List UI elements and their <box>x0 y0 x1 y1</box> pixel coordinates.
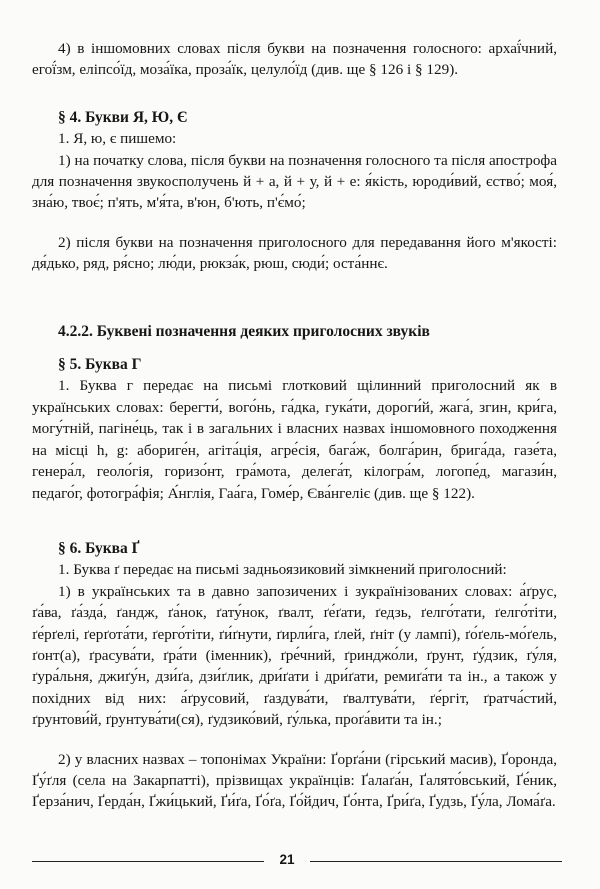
section-6-item-2: 2) у власних назвах – топонімах України: Ґорґа́ни (гірський масив), Ґоронда, Ґу́ґля (села на Закарпатті), прізвищах українців: Ґалаґа́н, Ґалято́вський, Ґе́ник, Ґерза́нич, Ґерда́н, Ґжи́цький, Ґи́ґа, Ґо́ґа, Ґо́йдич, Ґо́нта, Ґри́ґа, Ґудзь, Ґу́ла, Лома́ґа. <box>32 750 557 811</box>
footer-rule-right <box>310 861 562 862</box>
section-heading-5: § 5. Буква Г <box>58 356 142 374</box>
section-6-item-1: 1) в українських та в давно запозичених і зукраїнізованих словах: а́ґрус, ґа́ва, ґа́зда́, ґандж, ґа́нок, ґату́нок, ґвалт, ґе́ґати, ґедзь, ґелго́тати, ґелго́тіти, ґе́рґелі, ґерґота́ти, ґерго́тіти, ґи́ґнути, ґирли́га, ґлей, ґніт (у лампі), ґо́ґель-мо́ґель, ґонт(а), ґрасува́ти, ґра́ти (іменник), ґре́чний, ґринджо́ли, ґрунт, ґу́дзик, ґу́ля, ґура́льня, джиґу́н, дзи́ґа, дзи́ґлик, дри́ґати і дри́ґати, ремиґа́ти та ін., а також у похідних від них: а́ґрусовий, ґаздува́ти, ґвалтува́ти, ґе́ргіт, ґратча́стий, ґрунтови́й, ґрунтува́ти(ся), ґудзико́вий, ґу́лька, проґа́вити та ін.; <box>32 582 557 729</box>
section-4-item-1: 1) на початку слова, після букви на позначення голосного та після апострофа для позначення звукосполучень й + а, й + у, й + е: я́кість, юроди́вий, єство́; моя́, зна́ю, твоє́; п'ять, м'я́та, в'юн, б'ють, п'є́мо́; <box>32 151 557 212</box>
paragraph-loanwords: 4) в іншомовних словах після букви на позначення голосного: архаї́чний, егої́зм, еліпсо́їд, моза́їка, проза́їк, целуло́їд (див. ще § 126 і § 129). <box>32 40 557 79</box>
page-content <box>32 38 557 813</box>
section-5-text: 1. Буква г передає на письмі глотковий щілинний приголосний як в українських словах: берегти́, вого́нь, га́дка, гука́ти, дороги́й, жага́, згин, кри́га, могу́тній, пагіне́ць, так і в загальних і власних назвах іншомовного походження на місці h, g: абориге́н, агіта́ція, агре́сія, бага́ж, болга́рин, брига́да, газе́та, генера́л, геоло́гія, горизо́нт, гра́мота, делега́т, кілогра́м, логопе́д, магази́н, педаго́г, фотогра́фія; А́нглія, Гаа́га, Гоме́р, Єва́нгеліє (див. ще § 122). <box>32 377 557 502</box>
footer-rule-left <box>32 861 264 862</box>
subsection-heading: 4.2.2. Буквені позначення деяких приголосних звуків <box>58 322 430 340</box>
section-heading-4: § 4. Букви Я, Ю, Є <box>58 108 188 126</box>
page-footer <box>0 851 600 871</box>
section-6-intro: 1. Буква ґ передає на письмі задньоязиковий зімкнений приголосний: <box>58 561 507 579</box>
section-4-item-2: 2) після букви на позначення приголосного для передавання його м'якості: дя́дько, ряд, ря́сно; лю́ди, рюкза́к, рюш, сюди́; оста́ннє. <box>32 233 557 273</box>
section-4-intro: 1. Я, ю, є пишемо: <box>58 130 177 148</box>
page-number: 21 <box>279 852 295 867</box>
section-heading-6: § 6. Буква Ґ <box>58 539 140 557</box>
